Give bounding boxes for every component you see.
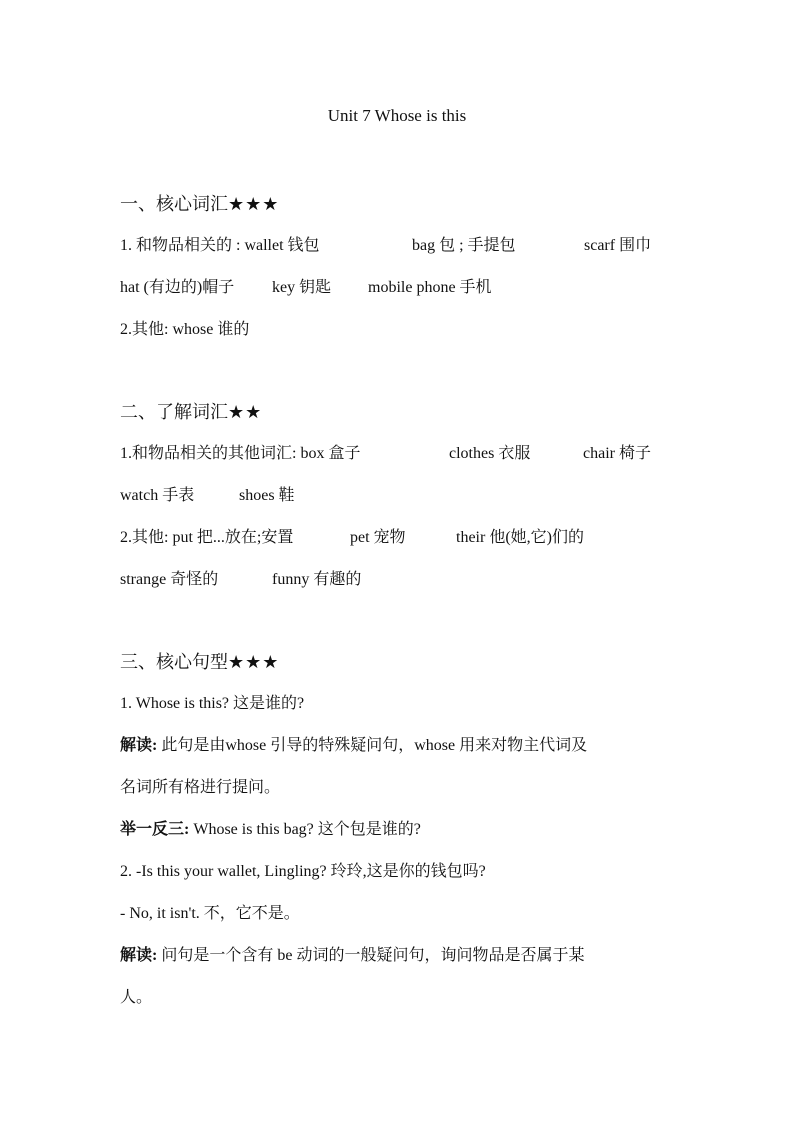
- vocab-item: scarf 围巾: [584, 237, 652, 254]
- vocab-item: pet 宠物: [350, 529, 406, 546]
- vocab-item: watch 手表: [120, 487, 195, 504]
- section2-heading-text: 二、了解词汇: [120, 402, 228, 422]
- note1: [120, 732, 587, 755]
- section1-line1: [120, 232, 652, 255]
- section2-stars: ★★: [228, 402, 263, 422]
- sentence-q2: 2. -Is this your wallet, Lingling? 玲玲,这是你的钱包吗?: [120, 863, 486, 880]
- section1-heading: [120, 190, 279, 216]
- section1-line3: 2.其他: whose 谁的: [120, 321, 250, 338]
- note1-text: 此句是由whose 引导的特殊疑问句，whose 用来对物主代词及: [161, 737, 588, 754]
- vocab-item: hat (有边的)帽子: [120, 279, 235, 296]
- example-text: Whose is this bag? 这个包是谁的?: [193, 821, 421, 838]
- section2-line2: [120, 482, 295, 505]
- section1-line2: [120, 274, 492, 297]
- vocab-item: their 他(她,它)们的: [456, 529, 584, 546]
- section2-line3: [120, 524, 584, 547]
- page-title: Unit 7 Whose is this: [327, 106, 467, 125]
- section2-line4: [120, 566, 362, 589]
- vocab-item: funny 有趣的: [272, 571, 362, 588]
- note2-text: 问句是一个含有 be 动词的一般疑问句，询问物品是否属于某: [161, 947, 585, 964]
- note1-continuation: 名词所有格进行提问。: [120, 779, 281, 796]
- example-label: 举一反三:: [120, 821, 190, 838]
- vocab-item: mobile phone 手机: [368, 279, 492, 296]
- section1-stars: ★★★: [228, 194, 280, 214]
- vocab-item: 1. 和物品相关的 : wallet 钱包: [120, 237, 320, 254]
- note1-label: 解读:: [120, 737, 158, 754]
- note2: [120, 942, 584, 965]
- vocab-item: key 钥匙: [272, 279, 332, 296]
- example: [120, 816, 421, 839]
- vocab-item: 2.其他: put 把...放在;安置: [120, 529, 294, 546]
- section2-heading: [120, 398, 262, 424]
- section1-heading-text: 一、核心词汇: [120, 194, 228, 214]
- vocab-item: clothes 衣服: [449, 445, 531, 462]
- section3-stars: ★★★: [228, 652, 280, 672]
- vocab-item: 1.和物品相关的其他词汇: box 盒子: [120, 445, 361, 462]
- section3-heading: [120, 648, 279, 674]
- vocab-item: bag 包 ; 手提包: [412, 237, 516, 254]
- vocab-item: strange 奇怪的: [120, 571, 219, 588]
- sentence-a2: - No, it isn't. 不，它不是。: [120, 905, 300, 922]
- section2-line1: [120, 440, 651, 463]
- section3-heading-text: 三、核心句型: [120, 652, 228, 672]
- vocab-item: chair 椅子: [583, 445, 651, 462]
- note2-label: 解读:: [120, 947, 158, 964]
- sentence-q1: 1. Whose is this? 这是谁的?: [120, 695, 305, 712]
- note2-continuation: 人。: [120, 989, 153, 1006]
- vocab-item: shoes 鞋: [239, 487, 295, 504]
